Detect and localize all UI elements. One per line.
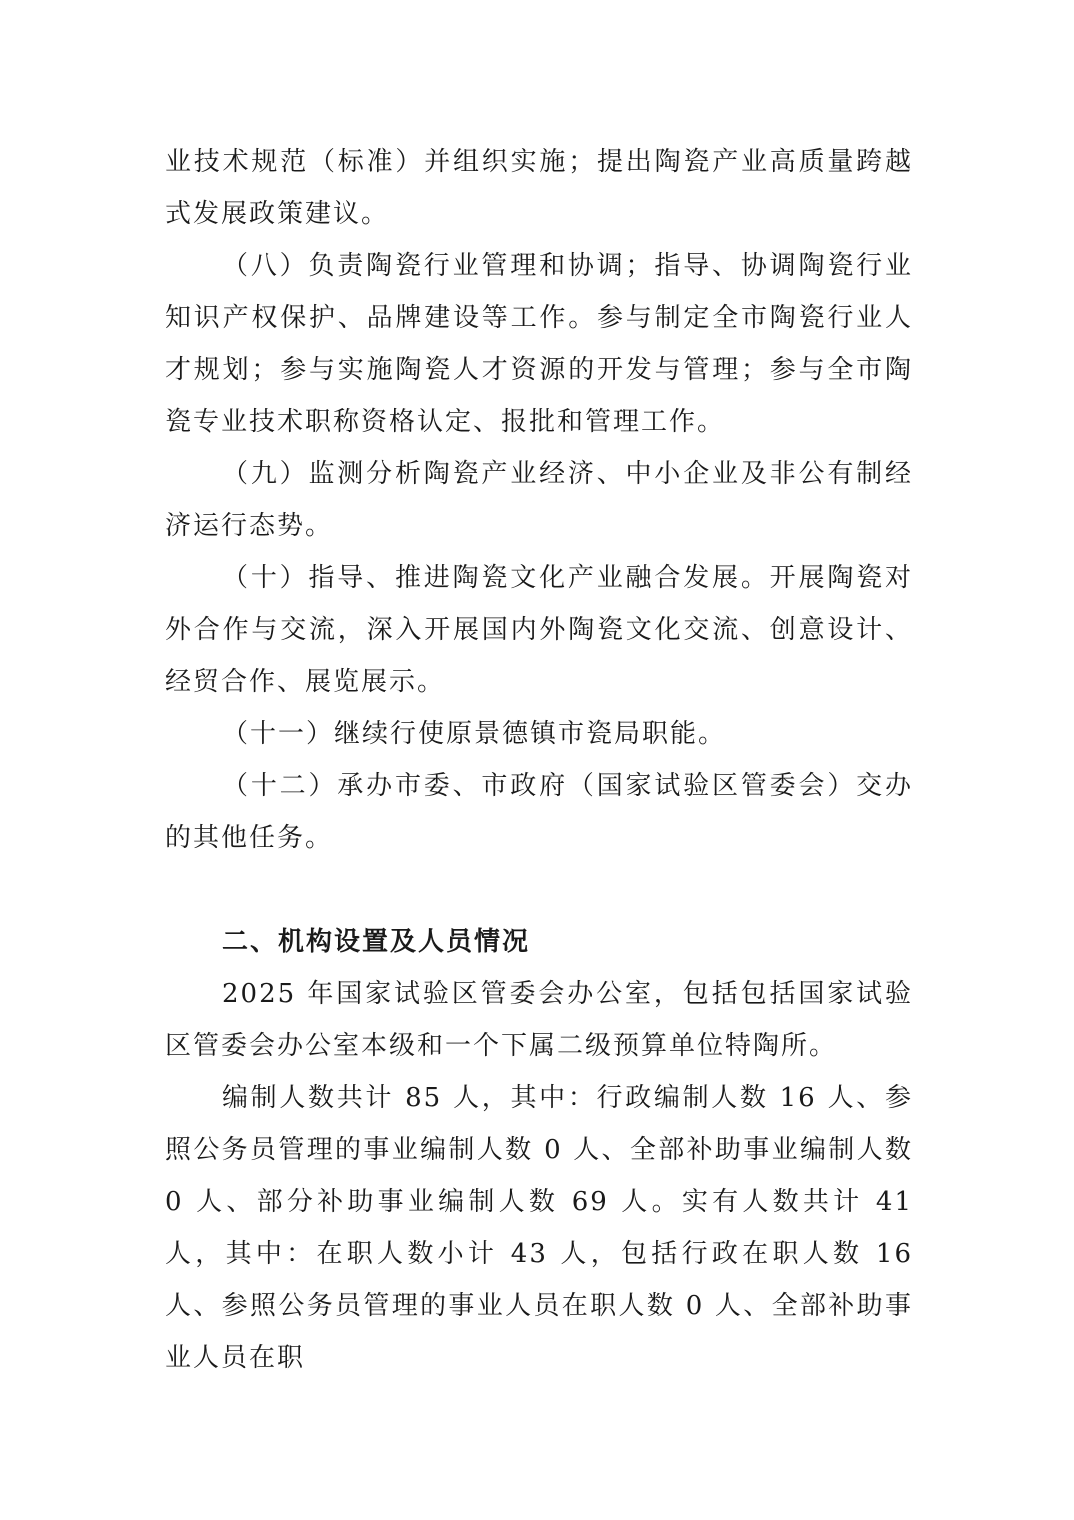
paragraph-item-11: （十一）继续行使原景德镇市瓷局职能。 bbox=[222, 719, 727, 749]
paragraph-item-8: （八）负责陶瓷行业管理和协调；指导、协调陶瓷行业知识产权保护、品牌建设等工作。参与制定全市陶瓷行业人才规划；参与实施陶瓷人才资源的开发与管理；参与全市陶瓷专业技术职称资格认定、报批和管理工作。 bbox=[165, 251, 913, 437]
paragraph-staffing: 编制人数共计 85 人，其中：行政编制人数 16 人、参照公务员管理的事业编制人数 0 人、全部补助事业编制人数 0 人、部分补助事业编制人数 69 人。实有人数共计 41 人，其中：在职人数小计 43 人，包括行政在职人数 16 人、参照公务员管理的事业人员在职人数 0 人、全部补助事业人员在职 bbox=[165, 1083, 913, 1373]
paragraph-item-12: （十二）承办市委、市政府（国家试验区管委会）交办的其他任务。 bbox=[165, 771, 913, 853]
paragraph-continued: 业技术规范（标准）并组织实施；提出陶瓷产业高质量跨越式发展政策建议。 bbox=[165, 147, 913, 229]
paragraph-item-10: （十）指导、推进陶瓷文化产业融合发展。开展陶瓷对外合作与交流，深入开展国内外陶瓷文化交流、创意设计、经贸合作、展览展示。 bbox=[165, 563, 913, 697]
paragraph-organization: 2025 年国家试验区管委会办公室，包括包括国家试验区管委会办公室本级和一个下属二级预算单位特陶所。 bbox=[165, 979, 913, 1061]
paragraph-item-9: （九）监测分析陶瓷产业经济、中小企业及非公有制经济运行态势。 bbox=[165, 459, 913, 541]
section-heading: 二、机构设置及人员情况 bbox=[222, 927, 531, 957]
